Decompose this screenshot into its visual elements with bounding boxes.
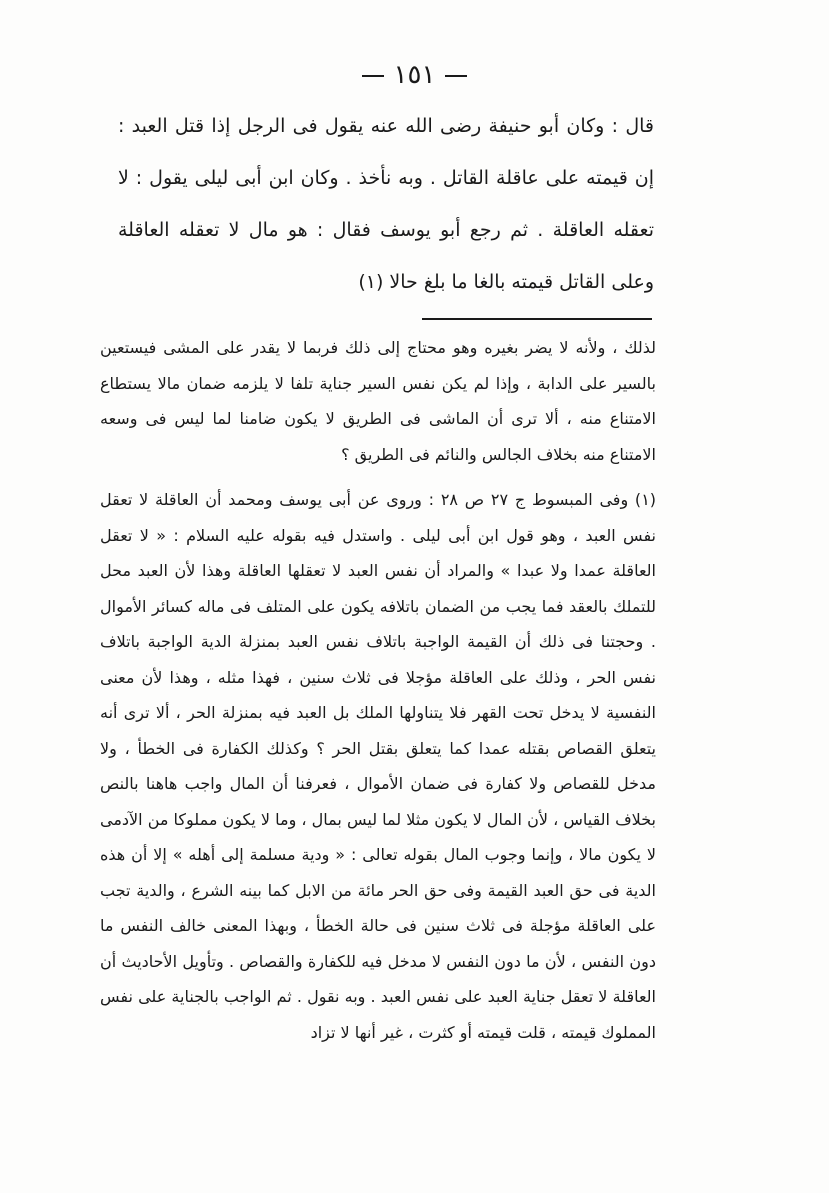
footnote-continuation: لذلك ، ولأنه لا يضر بغيره وهو محتاج إلى ذلك فربما لا يقدر على المشى فيستعين بالسير على الدابة ، وإذا لم يكن نفس السير جناية تلفا لا يلزمه ضمان مالا يستطاع الامتناع منه ، ألا ترى أن الماشى فى الطريق لا يكون ضامنا لما ليس فى وسعه الامتناع منه بخلاف الجالس والنائم فى الطريق ؟ [100, 338, 656, 464]
dash-right [445, 75, 467, 77]
footnotes [100, 330, 656, 1050]
page-number [0, 60, 829, 90]
main-paragraph: قال : وكان أبو حنيفة رضى الله عنه يقول فى الرجل إذا قتل العبد : إن قيمته على عاقلة القاتل . وبه نأخذ . وكان ابن أبى ليلى يقول : لا تعقله العاقلة . ثم رجع أبو يوسف فقال : هو مال لا تعقله العاقلة وعلى القاتل قيمته بالغا ما بلغ حالا (١) [118, 115, 654, 293]
page-number-value: ١٥١ [393, 60, 436, 90]
footnote-1: (١) وفى المبسوط ج ٢٧ ص ٢٨ : وروى عن أبى يوسف ومحمد أن العاقلة لا تعقل نفس العبد ، وهو قول ابن أبى ليلى . واستدل فيه بقوله عليه السلام : « لا تعقل العاقلة عمدا ولا عبدا » والمراد أن نفس العبد لا تعقلها العاقلة وهذا لأن العبد محل للتملك بالعقد فما يجب من الضمان باتلافه يكون على المتلف فى ماله كسائر الأموال . وحجتنا فى ذلك أن القيمة الواجبة باتلاف نفس العبد بمنزلة الدية الواجبة باتلاف نفس الحر ، وذلك على العاقلة مؤجلا فى ثلاث سنين ، فهذا مثله ، وهذا لأن معنى النفسية لا يدخل تحت القهر فلا يتناولها الملك بل العبد فيه بمنزلة الحر ، ألا ترى أنه يتعلق القصاص بقتله عمدا كما يتعلق بقتل الحر ؟ وكذلك الكفارة فى الخطأ ، ولا مدخل للقصاص ولا كفارة فى ضمان الأموال ، فعرفنا أن المال واجب هاهنا بالنص بخلاف القياس ، لأن المال لا يكون مثلا لما ليس بمال ، وما لا يكون مملوكا من الآدمى لا يكون مالا ، وإنما وجوب المال بقوله تعالى : « ودية مسلمة إلى أهله » إلا أن هذه الدية فى حق العبد القيمة وفى حق الحر مائة من الابل كما بينه الشرع ، والدية تجب على العاقلة مؤجلة فى ثلاث سنين فى حالة الخطأ ، وبهذا المعنى خالف النفس ما دون النفس ، لأن ما دون النفس لا مدخل فيه للكفارة والقصاص . وتأويل الأحاديث أن العاقلة لا تعقل جناية العبد على نفس العبد . وبه نقول . ثم الواجب بالجناية على نفس المملوك قيمته ، قلت قيمته أو كثرت ، غير أنها لا تزاد [100, 490, 657, 1042]
main-text [118, 100, 654, 308]
footnote-divider [422, 318, 652, 320]
dash-left [362, 75, 384, 77]
